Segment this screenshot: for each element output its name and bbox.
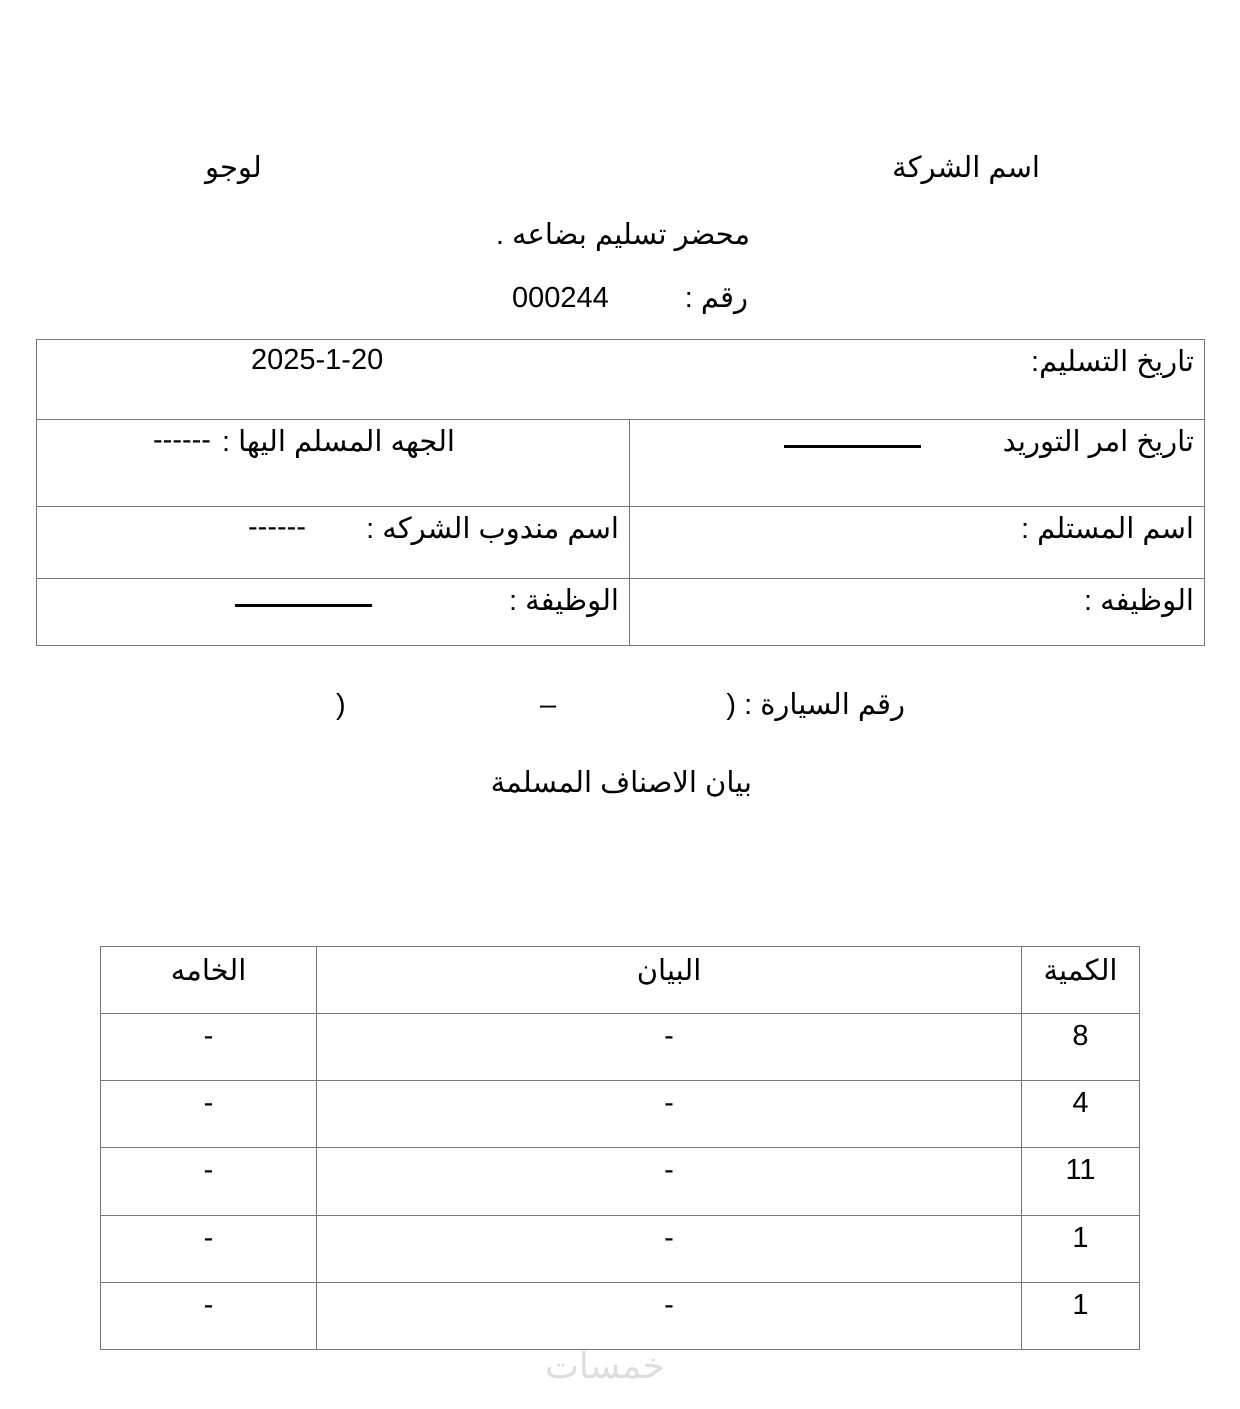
- delivery-date-cell: [37, 340, 1205, 420]
- description-cell: -: [317, 1283, 1022, 1350]
- quantity-cell: 4: [1022, 1081, 1140, 1148]
- description-cell: -: [317, 1216, 1022, 1283]
- company-rep-value: ------: [248, 511, 306, 543]
- rep-job-label: الوظيفة :: [508, 585, 619, 617]
- recipient-party-value: ------: [153, 424, 211, 456]
- quantity-cell: 11: [1022, 1148, 1140, 1216]
- receiver-job-label: الوظيفه :: [1083, 585, 1194, 617]
- number-value: 000244: [512, 282, 609, 314]
- supply-order-date-cell: [630, 420, 1205, 507]
- document-title: محضر تسليم بضاعه .: [495, 219, 750, 251]
- vehicle-number-label: رقم السيارة : (: [726, 689, 905, 721]
- delivery-date-value: 2025-1-20: [251, 344, 384, 376]
- delivery-date-label: تاريخ التسليم:: [1031, 346, 1194, 378]
- rep-job-cell: [37, 579, 630, 646]
- description-cell: -: [317, 1014, 1022, 1081]
- header-material: الخامه: [101, 947, 317, 1014]
- table-row: [101, 1283, 1140, 1350]
- blank-line: [235, 604, 372, 607]
- receiver-name-cell: [630, 507, 1205, 579]
- recipient-party-cell: [37, 420, 630, 507]
- items-table: [100, 946, 1140, 1350]
- material-cell: -: [101, 1081, 317, 1148]
- table-row: [101, 1148, 1140, 1216]
- company-rep-cell: [37, 507, 630, 579]
- vehicle-number-dash: –: [540, 689, 557, 721]
- table-row: [101, 1216, 1140, 1283]
- header-description: البيان: [317, 947, 1022, 1014]
- header-quantity: الكمية: [1022, 947, 1140, 1014]
- material-cell: -: [101, 1148, 317, 1216]
- vehicle-number-close: ): [336, 689, 346, 721]
- quantity-cell: 1: [1022, 1216, 1140, 1283]
- logo-placeholder: لوجو: [205, 152, 262, 184]
- blank-line: [784, 445, 921, 448]
- description-cell: -: [317, 1081, 1022, 1148]
- info-table: [36, 339, 1205, 646]
- receiver-job-cell: [630, 579, 1205, 646]
- table-row: [101, 1014, 1140, 1081]
- table-header-row: [101, 947, 1140, 1014]
- items-title: بيان الاصناف المسلمة: [490, 767, 752, 799]
- material-cell: -: [101, 1283, 317, 1350]
- quantity-cell: 8: [1022, 1014, 1140, 1081]
- watermark: خمسات: [545, 1345, 666, 1386]
- receiver-name-label: اسم المستلم :: [1020, 513, 1194, 545]
- material-cell: -: [101, 1216, 317, 1283]
- company-name: اسم الشركة: [892, 152, 1040, 184]
- quantity-cell: 1: [1022, 1283, 1140, 1350]
- number-label: رقم :: [684, 282, 748, 314]
- supply-order-date-label: تاريخ امر التوريد: [1002, 426, 1194, 458]
- table-row: [101, 1081, 1140, 1148]
- company-rep-label: اسم مندوب الشركه :: [366, 513, 619, 545]
- material-cell: -: [101, 1014, 317, 1081]
- recipient-party-label: الجهه المسلم اليها :: [221, 426, 455, 458]
- description-cell: -: [317, 1148, 1022, 1216]
